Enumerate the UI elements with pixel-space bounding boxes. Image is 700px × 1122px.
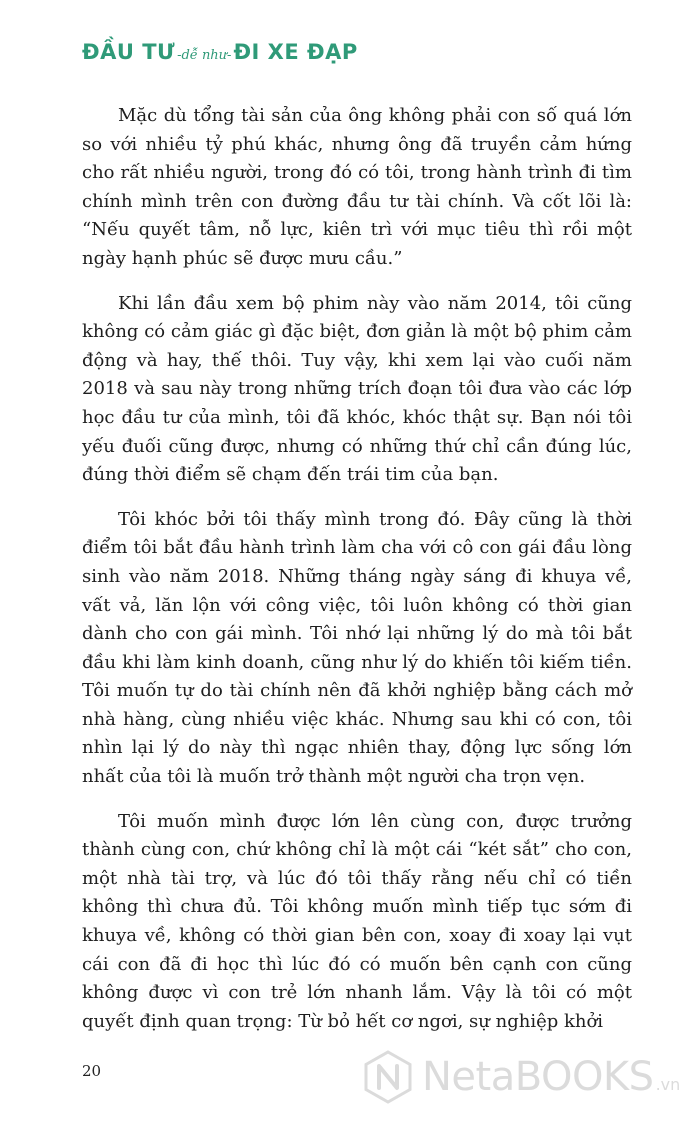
paragraph-3: Tôi khóc bởi tôi thấy mình trong đó. Đây cũng là thời điểm tôi bắt đầu hành trình làm cha với cô con gái đầu lòng sinh vào năm 2018. Những tháng ngày sáng đi khuya về, vất vả, lăn lộn với công việc, tôi luôn không có thời gian dành cho con gái mình. Tôi nhớ lại những lý do mà tôi bắt đầu khi làm kinh doanh, cũng như lý do khiến tôi kiếm tiền. Tôi muốn tự do tài chính nên đã khởi nghiệp bằng cách mở nhà hàng, cùng nhiều việc khác. Nhưng sau khi có con, tôi nhìn lại lý do này thì ngạc nhiên thay, động lực sống lớn nhất của tôi là muốn trở thành một người cha trọn vẹn. bbox=[82, 508, 632, 788]
header-title-part3: ĐI XE ĐẠP bbox=[233, 40, 358, 64]
header-title-part2: -dễ như- bbox=[177, 48, 232, 63]
watermark bbox=[360, 1046, 680, 1108]
paragraph-4: Tôi muốn mình được lớn lên cùng con, được trưởng thành cùng con, chứ không chỉ là một cái “két sắt” cho con, một nhà tài trợ, và lúc đó tôi thấy rằng nếu chỉ có tiền không thì chưa đủ. Tôi không muốn mình tiếp tục sớm đi khuya về, không có thời gian bên con, xoay đi xoay lại vụt cái con đã đi học thì lúc đó có muốn bên cạnh con cũng không được vì con trẻ lớn nhanh lắm. Vậy là tôi có một quyết định quan trọng: Từ bỏ hết cơ ngơi, sự nghiệp khởi bbox=[82, 810, 632, 1032]
running-header bbox=[82, 40, 358, 70]
netabooks-logo-icon bbox=[360, 1049, 416, 1105]
header-title-part1: ĐẦU TƯ bbox=[82, 40, 176, 64]
page-number: 20 bbox=[82, 1062, 102, 1080]
watermark-suffix: .vn bbox=[655, 1075, 681, 1094]
body-text bbox=[82, 102, 632, 1052]
watermark-brand: NetaBOOKS bbox=[422, 1054, 654, 1100]
paragraph-2: Khi lần đầu xem bộ phim này vào năm 2014, tôi cũng không có cảm giác gì đặc biệt, đơn giản là một bộ phim cảm động và hay, thế thôi. Tuy vậy, khi xem lại vào cuối năm 2018 và sau này trong những trích đoạn tôi đưa vào các lớp học đầu tư của mình, tôi đã khóc, khóc thật sự. Bạn nói tôi yếu đuối cũng được, nhưng có những thứ chỉ cần đúng lúc, đúng thời điểm sẽ chạm đến trái tim của bạn. bbox=[82, 292, 632, 486]
paragraph-1: Mặc dù tổng tài sản của ông không phải con số quá lớn so với nhiều tỷ phú khác, nhưng ông đã truyền cảm hứng cho rất nhiều người, trong đó có tôi, trong hành trình đi tìm chính mình trên con đường đầu tư tài chính. Và cốt lõi là: “Nếu quyết tâm, nỗ lực, kiên trì với mục tiêu thì rồi một ngày hạnh phúc sẽ được mưu cầu.” bbox=[82, 105, 632, 269]
